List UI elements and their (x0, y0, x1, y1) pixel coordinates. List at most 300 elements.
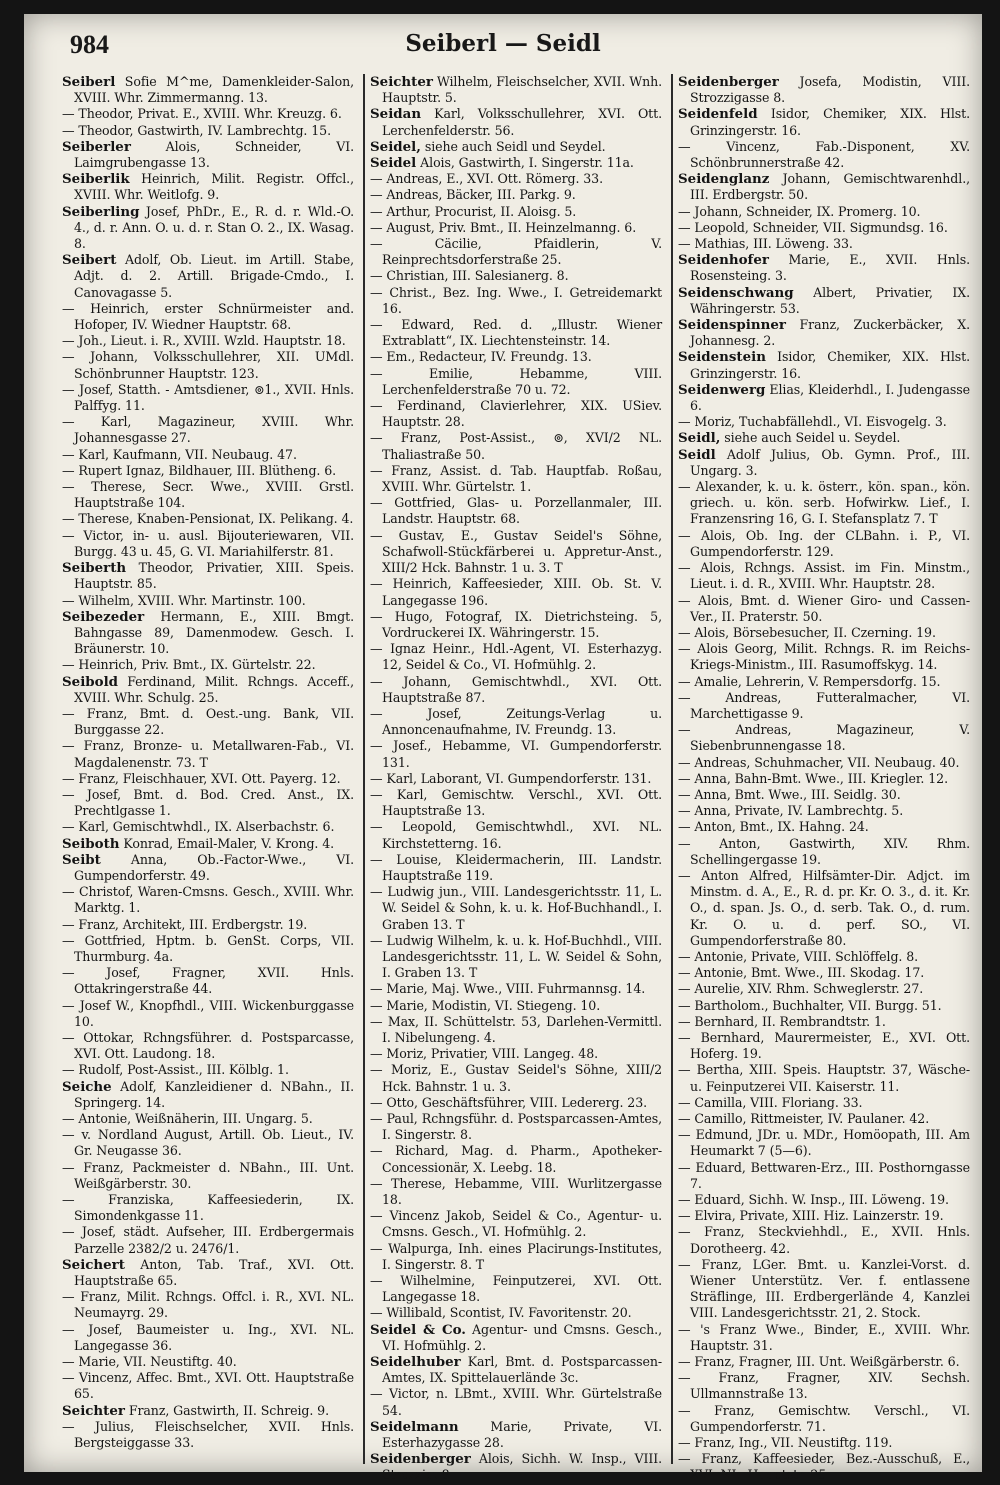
column-2 (370, 74, 662, 1483)
entry-text: — Josef, Bmt. d. Bod. Cred. Anst., IX. Prechtlgasse 1. (62, 786, 354, 819)
directory-entry (370, 1062, 662, 1094)
directory-entry (678, 1062, 970, 1094)
entry-text: Alois, Gastwirth, I. Singerstr. 11a. (416, 155, 634, 171)
directory-entry (370, 852, 662, 884)
directory-entry (370, 1419, 662, 1451)
entry-text: — Theodor, Gastwirth, IV. Lambrechtg. 15. (62, 122, 331, 138)
entry-headword: Seidel, (370, 138, 421, 155)
directory-entry (370, 706, 662, 738)
entry-text: Johann, Gemischtwarenhdl., III. Erdbergstr. 50. (690, 171, 970, 203)
directory-entry (62, 884, 354, 916)
entry-text: Adolf, Kanzleidiener d. NBahn., II. Springerg. 14. (74, 1078, 354, 1110)
directory-entry (370, 220, 662, 236)
entry-text: — Otto, Geschäftsführer, VIII. Ledererg. 23. (370, 1094, 648, 1110)
entry-text: Sofie M^me, Damenkleider-Salon, XVIII. Whr. Zimmermanng. 13. (74, 74, 354, 106)
directory-entry (62, 171, 354, 203)
directory-page (24, 14, 982, 1483)
entry-text: — Amalie, Lehrerin, V. Rempersdorfg. 15. (678, 673, 941, 689)
entry-headword: Seidenwerg (678, 381, 766, 398)
directory-entry (62, 511, 354, 527)
entry-text: — Moriz, Tuchabfällehdl., VI. Eisvogelg. 3. (678, 414, 947, 430)
entry-text: — Karl, Gemischtw. Verschl., XVI. Ott. Hauptstraße 13. (370, 786, 662, 819)
directory-entry (62, 333, 354, 349)
entry-text: — Ludwig Wilhelm, k. u. k. Hof-Buchhdl., VIII. Landesgerichtsstr. 11, L. W. Seidel & Sohn, I. Graben 13. T (370, 932, 662, 981)
entry-text: Josef, PhDr., E., R. d. r. Wld.-O. 4., d. r. Ann. O. u. d. r. Stan O. 2., IX. Wasag. 8. (74, 203, 354, 252)
entry-text: — Camilla, VIII. Floriang. 33. (678, 1094, 863, 1110)
entry-text: — Andreas, E., XVI. Ott. Römerg. 33. (370, 171, 603, 187)
entry-text: — Alois, Rchngs. Assist. im Fin. Minstm., Lieut. i. d. R., XVIII. Whr. Hauptstr. 28. (678, 560, 970, 592)
directory-entry (62, 382, 354, 414)
directory-entry (678, 139, 970, 171)
directory-entry (370, 187, 662, 203)
directory-entry (370, 430, 662, 462)
entry-text: Alois, Schneider, VI. Laimgrubengasse 13. (74, 138, 354, 171)
entry-headword: Seichter (62, 1402, 125, 1419)
directory-entry (370, 463, 662, 495)
entry-text: — Josef, Fragner, XVII. Hnls. Ottakringerstraße 44. (62, 965, 354, 997)
entry-text: Franz, Gastwirth, II. Schreig. 9. (124, 1402, 329, 1418)
directory-entry (678, 1370, 970, 1402)
directory-entry (62, 106, 354, 122)
directory-entry (370, 139, 662, 155)
entry-text: — Mathias, III. Löweng. 33. (678, 236, 853, 252)
directory-entry (678, 204, 970, 220)
directory-entry (62, 414, 354, 446)
entry-text: — Andreas, Futteralmacher, VI. Marchettigasse 9. (678, 689, 970, 721)
entry-text: — Anton, Gastwirth, XIV. Rhm. Schellingergasse 19. (678, 835, 970, 867)
directory-entry (62, 528, 354, 560)
directory-entry (678, 722, 970, 754)
entry-text: — Antonie, Weißnäherin, III. Ungarg. 5. (62, 1111, 313, 1126)
directory-entry (678, 252, 970, 284)
entry-text: — Emilie, Hebamme, VIII. Lerchenfelderstraße 70 u. 72. (370, 365, 662, 397)
entry-text: Josefa, Modistin, VIII. Strozzigasse 8. (690, 74, 970, 106)
directory-entry (62, 123, 354, 139)
directory-entry (62, 1289, 354, 1321)
column-rule (363, 74, 365, 1464)
entry-text: — Andreas, Magazineur, V. Siebenbrunnengasse 18. (678, 722, 970, 754)
entry-text: — Edward, Red. d. „Illustr. Wiener Extrablatt“, IX. Liechtensteinstr. 14. (370, 317, 662, 349)
directory-entry (62, 1322, 354, 1354)
directory-entry (678, 868, 970, 949)
entry-headword: Seibert (62, 252, 117, 269)
entry-text: Theodor, Privatier, XIII. Speis. Hauptstr. 85. (74, 560, 354, 592)
directory-entry (678, 414, 970, 430)
entry-headword: Seiberlik (62, 171, 130, 188)
directory-entry (678, 1403, 970, 1435)
entry-text: — Franz, Kaffeesieder, Bez.-Ausschuß, E., XVI. NL. Hauptstr. 25. (678, 1451, 970, 1483)
directory-entry (678, 236, 970, 252)
directory-entry (370, 1143, 662, 1175)
entry-text: — Hugo, Fotograf, IX. Dietrichsteing. 5, Vordruckerei IX. Währingerstr. 15. (370, 608, 662, 640)
directory-entry (370, 349, 662, 365)
entry-text: — Em., Redacteur, IV. Freundg. 13. (370, 349, 592, 365)
entry-text: — Josef, Baumeister u. Ing., XVI. NL. Langegasse 36. (62, 1321, 354, 1353)
directory-entry (62, 998, 354, 1030)
directory-entry (62, 787, 354, 819)
entry-text: — Victor, n. LBmt., XVIII. Whr. Gürtelstraße 54. (370, 1386, 662, 1418)
entry-text: — Anna, Bahn-Bmt. Wwe., III. Kriegler. 12. (678, 770, 948, 786)
entry-text: — Ignaz Heinr., Hdl.-Agent, VI. Esterhazyg. 12, Seidel & Co., VI. Hofmühlg. 2. (370, 641, 662, 673)
entry-headword: Seibold (62, 673, 119, 690)
entry-text: — Marie, VII. Neustiftg. 40. (62, 1354, 237, 1370)
entry-text: — Christof, Waren-Cmsns. Gesch., XVIII. Whr. Marktg. 1. (62, 884, 354, 916)
directory-entry (62, 74, 354, 106)
entry-text: — Moriz, E., Gustav Seidel's Söhne, XIII/2 Hck. Bahnstr. 1 u. 3. (370, 1062, 662, 1094)
directory-entry (678, 998, 970, 1014)
entry-text: — Anna, Bmt. Wwe., III. Seidlg. 30. (678, 786, 901, 802)
entry-text: — Rupert Ignaz, Bildhauer, III. Blütheng. 6. (62, 462, 337, 478)
directory-entry (678, 349, 970, 381)
directory-entry (370, 933, 662, 982)
entry-headword: Seiberling (62, 203, 140, 220)
directory-entry (62, 1354, 354, 1370)
directory-entry (62, 1127, 354, 1159)
directory-entry (678, 949, 970, 965)
directory-entry (62, 349, 354, 381)
directory-entry (62, 1111, 354, 1127)
directory-entry (62, 479, 354, 511)
entry-text: Franz, Zuckerbäcker, X. Johannesg. 2. (690, 317, 970, 349)
entry-text: — Theodor, Privat. E., XVIII. Whr. Kreuzg. 6. (62, 106, 342, 122)
entry-text: — Vincenz Jakob, Seidel & Co., Agentur- u. Cmsns. Gesch., VI. Hofmühlg. 2. (370, 1208, 662, 1240)
directory-entry (62, 1370, 354, 1402)
entry-headword: Seidl, (678, 430, 721, 447)
entry-text: Anna, Ob.-Factor-Wwe., VI. Gumpendorferstr. 49. (74, 851, 354, 883)
directory-entry (678, 1354, 970, 1370)
directory-entry (678, 317, 970, 349)
entry-headword: Seidan (370, 106, 422, 123)
entry-text: Ferdinand, Milit. Rchngs. Acceff., XVIII. Whr. Schulg. 25. (74, 673, 354, 705)
directory-entry (370, 236, 662, 268)
directory-entry (62, 674, 354, 706)
directory-entry (678, 981, 970, 997)
entry-text: Konrad, Email-Maler, V. Krong. 4. (119, 835, 335, 851)
entry-text: — Bertha, XIII. Speis. Hauptstr. 37, Wäsche- u. Feinputzerei VII. Kaiserstr. 11. (678, 1062, 970, 1094)
entry-text: — Andreas, Bäcker, III. Parkg. 9. (370, 187, 576, 203)
entry-text: — Josef, Zeitungs-Verlag u. Annoncenaufnahme, IV. Freundg. 13. (370, 705, 662, 738)
entry-headword: Seiberl (62, 74, 116, 90)
directory-entry (370, 819, 662, 851)
entry-text: — Franz, Ing., VII. Neustiftg. 119. (678, 1435, 893, 1451)
directory-entry (62, 771, 354, 787)
entry-text: — Eduard, Sichh. W. Insp., III. Löweng. 19. (678, 1192, 949, 1208)
directory-entry (62, 1030, 354, 1062)
entry-headword: Seidenberger (678, 74, 779, 90)
entry-text: — Franz, Bronze- u. Metallwaren-Fab., VI. Magdalenenstr. 73. T (62, 738, 354, 770)
directory-entry (370, 1208, 662, 1240)
entry-text: — Therese, Hebamme, VIII. Wurlitzergasse 18. (370, 1175, 662, 1208)
directory-entry (678, 1435, 970, 1451)
entry-text: — Alois Georg, Milit. Rchngs. R. im Reichs-Kriegs-Ministm., III. Rasumoffskyg. 14. (678, 641, 970, 673)
directory-entry (370, 495, 662, 527)
entry-text: Isidor, Chemiker, XIX. Hlst. Grinzingerstr. 16. (690, 349, 970, 381)
entry-text: — Josef, Statth. - Amtsdiener, ⊚1., XVII. Hnls. Palffyg. 11. (62, 381, 354, 414)
entry-text: — Joh., Lieut. i. R., XVIII. Wzld. Hauptstr. 18. (62, 333, 346, 349)
directory-entry (678, 560, 970, 592)
entry-text: — Gottfried, Hptm. b. GenSt. Corps, VII. Thurmburg. 4a. (62, 932, 354, 964)
entry-text: — Richard, Mag. d. Pharm., Apotheker-Concessionär, X. Leebg. 18. (370, 1143, 662, 1175)
directory-entry (370, 1451, 662, 1483)
entry-text: — Andreas, Schuhmacher, VII. Neubaug. 40. (678, 754, 960, 770)
entry-headword: Seiberth (62, 560, 127, 577)
entry-text: — Heinrich, erster Schnürmeister and. Hofoper, IV. Wiedner Hauptstr. 68. (62, 300, 354, 333)
entry-text: — Franz, Post-Assist., ⊚, XVI/2 NL. Thaliastraße 50. (370, 430, 662, 462)
entry-text: Karl, Volksschullehrer, XVI. Ott. Lerchenfelderstr. 56. (382, 106, 662, 138)
directory-entry (62, 1419, 354, 1451)
entry-headword: Seiche (62, 1078, 112, 1095)
entry-text: Albert, Privatier, IX. Währingerstr. 53. (690, 284, 970, 316)
entry-text: — Bartholom., Buchhalter, VII. Burgg. 51. (678, 997, 942, 1013)
directory-entry (678, 220, 970, 236)
entry-text: — 's Franz Wwe., Binder, E., XVIII. Whr. Hauptstr. 31. (678, 1321, 970, 1353)
entry-text: — Rudolf, Post-Assist., III. Kölblg. 1. (62, 1062, 289, 1078)
entry-text: — Franz, Packmeister d. NBahn., III. Unt. Weißgärberstr. 30. (62, 1159, 354, 1191)
entry-headword: Seidenstein (678, 349, 766, 366)
directory-entry (678, 285, 970, 317)
entry-text: — Camillo, Rittmeister, IV. Paulaner. 42. (678, 1111, 930, 1126)
directory-entry (678, 1208, 970, 1224)
column-rule (671, 74, 673, 1464)
entry-text: — Eduard, Bettwaren-Erz., III. Posthorngasse 7. (678, 1159, 970, 1191)
entry-text: Alois, Sichh. W. Insp., VIII. Strozzig. 8. (382, 1451, 662, 1483)
directory-entry (62, 706, 354, 738)
entry-text: — Alois, Bmt. d. Wiener Giro- und Cassen-Ver., II. Praterstr. 50. (678, 592, 970, 624)
directory-entry (62, 917, 354, 933)
directory-entry (62, 1079, 354, 1111)
directory-entry (678, 690, 970, 722)
directory-entry (678, 803, 970, 819)
entry-text: — Wilhelm, XVIII. Whr. Martinstr. 100. (62, 592, 306, 608)
entry-text: — Karl, Magazineur, XVIII. Whr. Johannesgasse 27. (62, 414, 354, 446)
entry-text: — Cäcilie, Pfaidlerin, V. Reinprechtsdorferstraße 25. (370, 236, 662, 268)
entry-text: Wilhelm, Fleischselcher, XVII. Wnh. Hauptstr. 5. (382, 74, 662, 106)
entry-text: — Karl, Kaufmann, VII. Neubaug. 47. (62, 446, 297, 462)
entry-text: Elias, Kleiderhdl., I. Judengasse 6. (690, 381, 970, 414)
entry-text: Marie, E., XVII. Hnls. Rosensteing. 3. (690, 252, 970, 284)
directory-entry (62, 738, 354, 770)
entry-text: — Vincenz, Affec. Bmt., XVI. Ott. Hauptstraße 65. (62, 1370, 354, 1402)
entry-text: Hermann, E., XIII. Bmgt. Bahngasse 89, Damenmodew. Gesch. I. Bräunerstr. 10. (74, 608, 354, 657)
entry-text: — Franz, Fragner, XIV. Sechsh. Ullmannstraße 13. (678, 1370, 970, 1402)
entry-text: Marie, Private, VI. Esterhazygasse 28. (382, 1418, 662, 1451)
entry-headword: Seidenschwang (678, 284, 794, 301)
directory-entry (370, 771, 662, 787)
directory-entry (62, 204, 354, 253)
entry-text: — Alexander, k. u. k. österr., kön. span., kön. griech. u. kön. serb. Hofwirkw. Lief., I. Franzensring 16, G. I. Stefansplatz 7. T (678, 479, 970, 527)
entry-text: — Antonie, Bmt. Wwe., III. Skodag. 17. (678, 965, 925, 981)
directory-entry (62, 447, 354, 463)
directory-entry (62, 560, 354, 592)
directory-entry (62, 1224, 354, 1256)
directory-entry (370, 1046, 662, 1062)
directory-entry (370, 1273, 662, 1305)
entry-headword: Seiboth (62, 835, 120, 852)
entry-text: — Karl, Gemischtwhdl., IX. Alserbachstr. 6. (62, 819, 335, 835)
entry-text: — Karl, Laborant, VI. Gumpendorferstr. 131. (370, 770, 652, 786)
directory-entry (678, 771, 970, 787)
entry-headword: Seibt (62, 851, 101, 868)
entry-headword: Seidenglanz (678, 171, 770, 188)
entry-text: — Bernhard, Maurermeister, E., XVI. Ott. Hoferg. 19. (678, 1029, 970, 1062)
directory-entry (370, 171, 662, 187)
directory-entry (678, 430, 970, 446)
entry-text: — Heinrich, Kaffeesieder, XIII. Ob. St. V. Langegasse 196. (370, 576, 662, 608)
entry-text: — Gottfried, Glas- u. Porzellanmaler, III. Landstr. Hauptstr. 68. (370, 495, 662, 527)
entry-headword: Seichter (370, 74, 433, 90)
entry-headword: Seidelhuber (370, 1354, 461, 1371)
directory-entry (370, 787, 662, 819)
directory-entry (370, 528, 662, 577)
directory-entry (678, 1257, 970, 1322)
directory-entry (370, 884, 662, 933)
entry-text: — Louise, Kleidermacherin, III. Landstr. Hauptstraße 119. (370, 851, 662, 883)
directory-entry (370, 317, 662, 349)
directory-entry (370, 1322, 662, 1354)
entry-headword: Seiberler (62, 138, 131, 155)
entry-text: — Franz, Bmt. d. Oest.-ung. Bank, VII. Burggasse 22. (62, 705, 354, 738)
directory-entry (62, 1403, 354, 1419)
entry-text: — Franz, Fragner, III. Unt. Weißgärberstr. 6. (678, 1354, 960, 1370)
directory-entry (370, 106, 662, 138)
entry-text: — Bernhard, II. Rembrandtstr. 1. (678, 1013, 886, 1029)
entry-text: Adolf, Ob. Lieut. im Artill. Stabe, Adjt. d. 2. Artill. Brigade-Cmdo., I. Canovagasse 5. (74, 252, 354, 300)
entry-text: — Franz, Milit. Rchngs. Offcl. i. R., XVI. NL. Neumayrg. 29. (62, 1289, 354, 1321)
entry-text: — v. Nordland August, Artill. Ob. Lieut., IV. Gr. Neugasse 36. (62, 1127, 354, 1159)
directory-entry (370, 1354, 662, 1386)
directory-entry (678, 1322, 970, 1354)
directory-entry (370, 1305, 662, 1321)
directory-entry (678, 755, 970, 771)
directory-entry (370, 1176, 662, 1208)
entry-text: — Leopold, Gemischtwhdl., XVI. NL. Kirchstetterng. 16. (370, 819, 662, 851)
directory-entry (62, 609, 354, 658)
entry-text: — Ottokar, Rchngsführer. d. Postsparcasse, XVI. Ott. Laudong. 18. (62, 1029, 354, 1062)
column-1 (62, 74, 354, 1464)
directory-entry (678, 641, 970, 673)
entry-headword: Seidelmann (370, 1418, 459, 1435)
entry-text: — Antonie, Private, VIII. Schlöffelg. 8. (678, 948, 919, 964)
entry-headword: Seidenberger (370, 1451, 471, 1468)
directory-entry (678, 1095, 970, 1111)
entry-text: — Marie, Maj. Wwe., VIII. Fuhrmannsg. 14. (370, 981, 646, 997)
directory-entry (678, 171, 970, 203)
directory-entry (370, 674, 662, 706)
entry-text: — Willibald, Scontist, IV. Favoritenstr. 20. (370, 1305, 632, 1321)
directory-entry (678, 528, 970, 560)
entry-text: — Franz, Fleischhauer, XVI. Ott. Payerg. 12. (62, 770, 341, 786)
entry-text: — Walpurga, Inh. eines Placirungs-Institutes, I. Singerstr. 8. T (370, 1240, 662, 1272)
entry-text: — Max, II. Schüttelstr. 53, Darlehen-Vermittl. I. Nibelungeng. 4. (370, 1013, 662, 1045)
directory-entry (678, 1192, 970, 1208)
directory-entry (678, 1014, 970, 1030)
entry-text: — Johann, Schneider, IX. Promerg. 10. (678, 203, 921, 219)
directory-entry (62, 463, 354, 479)
entry-headword: Seibezeder (62, 608, 145, 625)
entry-text: — Johann, Gemischtwhdl., XVI. Ott. Hauptstraße 87. (370, 673, 662, 705)
directory-entry (62, 1192, 354, 1224)
directory-entry (678, 447, 970, 479)
entry-headword: Seidel (370, 155, 417, 172)
entry-text: — Franz, LGer. Bmt. u. Kanzlei-Vorst. d. Wiener Unterstütz. Ver. f. entlassene Sträflinge, III. Erdbergerlände 4, Kanzlei VIII. Landesgerichtsstr. 21, 2. Stock. (678, 1256, 970, 1321)
directory-entry (62, 301, 354, 333)
entry-text: — Wilhelmine, Feinputzerei, XVI. Ott. Langegasse 18. (370, 1273, 662, 1305)
directory-entry (62, 852, 354, 884)
entry-text: — Paul, Rchngsführ. d. Postsparcassen-Amtes, I. Singerstr. 8. (370, 1111, 662, 1143)
entry-text: — Josef., Hebamme, VI. Gumpendorferstr. 131. (370, 738, 662, 770)
entry-text: — August, Priv. Bmt., II. Heinzelmanng. 6. (370, 219, 637, 235)
entry-text: — Franziska, Kaffeesiederin, IX. Simondenkgasse 11. (62, 1192, 354, 1224)
entry-columns (62, 74, 974, 1483)
entry-text: Agentur- und Cmsns. Gesch., VI. Hofmühlg. 2. (382, 1321, 662, 1353)
directory-entry (62, 593, 354, 609)
entry-text: — Leopold, Schneider, VII. Sigmundsg. 16. (678, 219, 948, 235)
directory-entry (370, 1241, 662, 1273)
directory-entry (370, 204, 662, 220)
directory-entry (678, 382, 970, 414)
entry-text: — Franz, Gemischtw. Verschl., VI. Gumpendorferstr. 71. (678, 1402, 970, 1434)
directory-entry (370, 641, 662, 673)
entry-text: — Anton, Bmt., IX. Hahng. 24. (678, 819, 869, 835)
entry-headword: Seidenspinner (678, 317, 786, 334)
directory-entry (678, 593, 970, 625)
entry-text: — Therese, Knaben-Pensionat, IX. Pelikang. 4. (62, 511, 354, 527)
directory-entry (370, 1095, 662, 1111)
directory-entry (370, 366, 662, 398)
entry-text: — Heinrich, Priv. Bmt., IX. Gürtelstr. 22. (62, 657, 316, 673)
directory-entry (678, 819, 970, 835)
directory-entry (62, 1257, 354, 1289)
directory-entry (62, 836, 354, 852)
directory-entry (62, 252, 354, 301)
entry-text: — Julius, Fleischselcher, XVII. Hnls. Bergsteiggasse 33. (62, 1418, 354, 1451)
entry-text: Karl, Bmt. d. Postsparcassen-Amtes, IX. Spittelauerlände 3c. (382, 1354, 662, 1386)
directory-entry (370, 268, 662, 284)
entry-text: — Marie, Modistin, VI. Stiegeng. 10. (370, 997, 601, 1013)
directory-entry (678, 106, 970, 138)
running-head: Seiberl — Seidl (405, 30, 601, 57)
entry-text: — Christ., Bez. Ing. Wwe., I. Getreidemarkt 16. (370, 284, 662, 316)
directory-entry (370, 998, 662, 1014)
directory-entry (370, 74, 662, 106)
directory-entry (678, 1127, 970, 1159)
entry-headword: Seidenhofer (678, 252, 769, 269)
entry-text: — Alois, Ob. Ing. der CLBahn. i. P., VI. Gumpendorferstr. 129. (678, 527, 970, 559)
directory-entry (62, 1160, 354, 1192)
directory-entry (370, 155, 662, 171)
entry-headword: Seichert (62, 1256, 125, 1273)
directory-entry (678, 1030, 970, 1062)
directory-entry (370, 576, 662, 608)
entry-text: — Christian, III. Salesianerg. 8. (370, 268, 569, 284)
entry-text: — Gustav, E., Gustav Seidel's Söhne, Schafwoll-Stückfärberei u. Appretur-Anst., XIII/2 Hck. Bahnstr. 1 u. 3. T (370, 527, 662, 576)
entry-text: — Therese, Secr. Wwe., XVIII. Grstl. Hauptstraße 104. (62, 479, 354, 511)
page-header (24, 30, 982, 70)
directory-entry (370, 398, 662, 430)
directory-entry (62, 1062, 354, 1078)
directory-entry (62, 933, 354, 965)
directory-entry (678, 836, 970, 868)
entry-headword: Seidenfeld (678, 106, 758, 123)
entry-text: Adolf Julius, Ob. Gymn. Prof., III. Ungarg. 3. (690, 446, 970, 478)
directory-entry (62, 139, 354, 171)
entry-text: — Moriz, Privatier, VIII. Langeg. 48. (370, 1046, 599, 1062)
entry-text: — Johann, Volksschullehrer, XII. UMdl. Schönbrunner Hauptstr. 123. (62, 349, 354, 381)
entry-text: — Elvira, Private, XIII. Hiz. Lainzerstr. 19. (678, 1208, 944, 1224)
entry-text: — Arthur, Procurist, II. Aloisg. 5. (370, 203, 577, 219)
entry-text: — Franz, Assist. d. Tab. Hauptfab. Roßau, XVIII. Whr. Gürtelstr. 1. (370, 462, 662, 495)
entry-text: — Ferdinand, Clavierlehrer, XIX. USiev. Hauptstr. 28. (370, 398, 662, 430)
